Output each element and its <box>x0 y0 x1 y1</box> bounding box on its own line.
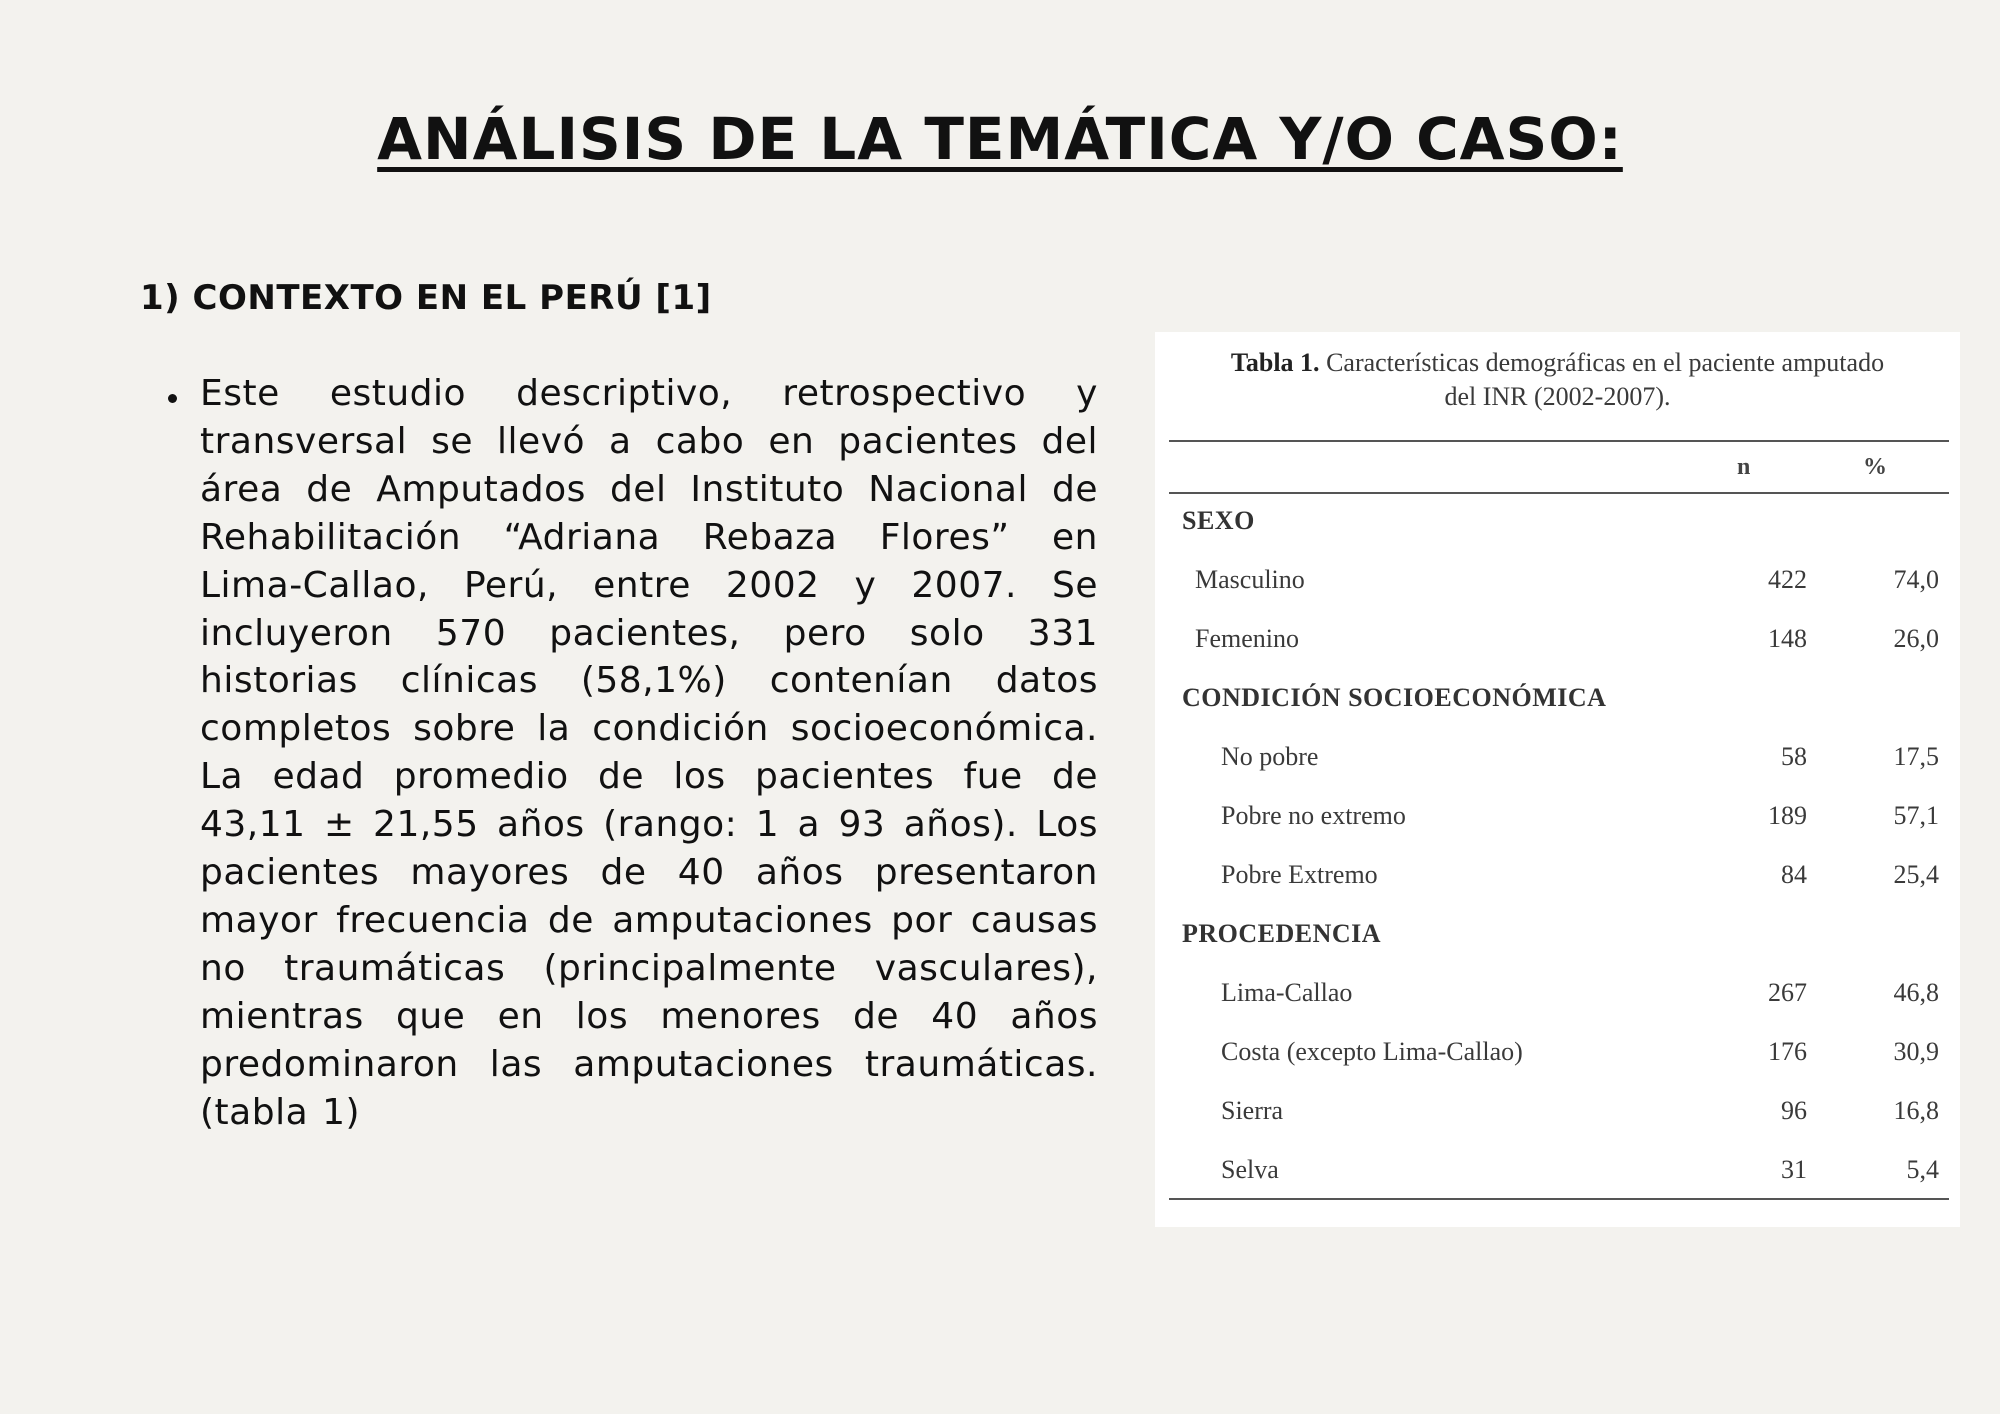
table-cell-pct: 5,4 <box>1906 1155 1939 1184</box>
table-row-label: Masculino <box>1195 565 1305 594</box>
table-caption-label: Tabla 1. <box>1230 348 1320 377</box>
table-header-rule <box>1169 492 1949 494</box>
table-cell-pct: 46,8 <box>1893 978 1939 1007</box>
page-title-text: ANÁLISIS DE LA TEMÁTICA Y/O CASO: <box>377 105 1623 173</box>
table-cell-n: 189 <box>1768 801 1807 830</box>
table-row-label: Femenino <box>1195 624 1299 653</box>
table-cell-pct: 16,8 <box>1893 1096 1939 1125</box>
bullet-dot-icon <box>168 394 177 403</box>
table-caption-line2: del INR (2002-2007). <box>1444 382 1671 411</box>
table-cell-pct: 57,1 <box>1893 801 1939 830</box>
table-row-label: Lima-Callao <box>1221 978 1353 1007</box>
table-row-label: Sierra <box>1221 1096 1284 1125</box>
table-cell-n: 422 <box>1768 565 1807 594</box>
table-cell-n: 96 <box>1781 1096 1807 1125</box>
table-cell-n: 84 <box>1781 860 1807 889</box>
table-row-label: Costa (excepto Lima-Callao) <box>1221 1037 1523 1066</box>
table-row-label: Selva <box>1221 1155 1279 1184</box>
table-bottom-rule <box>1169 1198 1949 1200</box>
table-category: CONDICIÓN SOCIOECONÓMICA <box>1182 683 1607 712</box>
table-top-rule <box>1169 440 1949 442</box>
col-header-n: n <box>1737 454 1751 480</box>
table-category: PROCEDENCIA <box>1182 919 1382 948</box>
col-header-pct: % <box>1863 454 1887 480</box>
table-row-label: No pobre <box>1221 742 1319 771</box>
table-cell-n: 58 <box>1781 742 1807 771</box>
table-cell-pct: 17,5 <box>1893 742 1939 771</box>
table-cell-pct: 30,9 <box>1893 1037 1939 1066</box>
section-heading: 1) CONTEXTO EN EL PERÚ [1] <box>140 278 712 318</box>
table-caption <box>1155 346 1960 414</box>
table-cell-n: 267 <box>1768 978 1807 1007</box>
table-cell-pct: 26,0 <box>1893 624 1939 653</box>
bullet-item <box>168 370 1098 1137</box>
table-cell-n: 31 <box>1781 1155 1807 1184</box>
table-row-label: Pobre Extremo <box>1221 860 1378 889</box>
table-cell-pct: 25,4 <box>1893 860 1939 889</box>
table-caption-line1: Características demográficas en el paciente amputado <box>1326 348 1885 377</box>
table-cell-n: 176 <box>1768 1037 1807 1066</box>
bullet-paragraph: Este estudio descriptivo, retrospectivo y transversal se llevó a cabo en pacientes del área de Amputados del Instituto Nacional de Rehabilitación “Adriana Rebaza Flores” en Lima-Callao, Perú, entre 2002 y 2007. Se incluyeron 570 pacientes, pero solo 331 historias clínicas (58,1%) contenían datos completos sobre la condición socioeconómica. La edad promedio de los pacientes fue de 43,11 ± 21,55 años (rango: 1 a 93 años). Los pacientes mayores de 40 años presentaron mayor frecuencia de amputaciones por causas no traumáticas (principalmente vasculares), mientras que en los menores de 40 años predominaron las amputaciones traumáticas. (tabla 1) <box>200 373 1098 1133</box>
table-row-label: Pobre no extremo <box>1221 801 1406 830</box>
table-cell-n: 148 <box>1768 624 1807 653</box>
page-title <box>0 105 2000 173</box>
table-cell-pct: 74,0 <box>1893 565 1939 594</box>
table-category: SEXO <box>1182 506 1255 535</box>
demographics-table-image <box>1155 332 1960 1227</box>
